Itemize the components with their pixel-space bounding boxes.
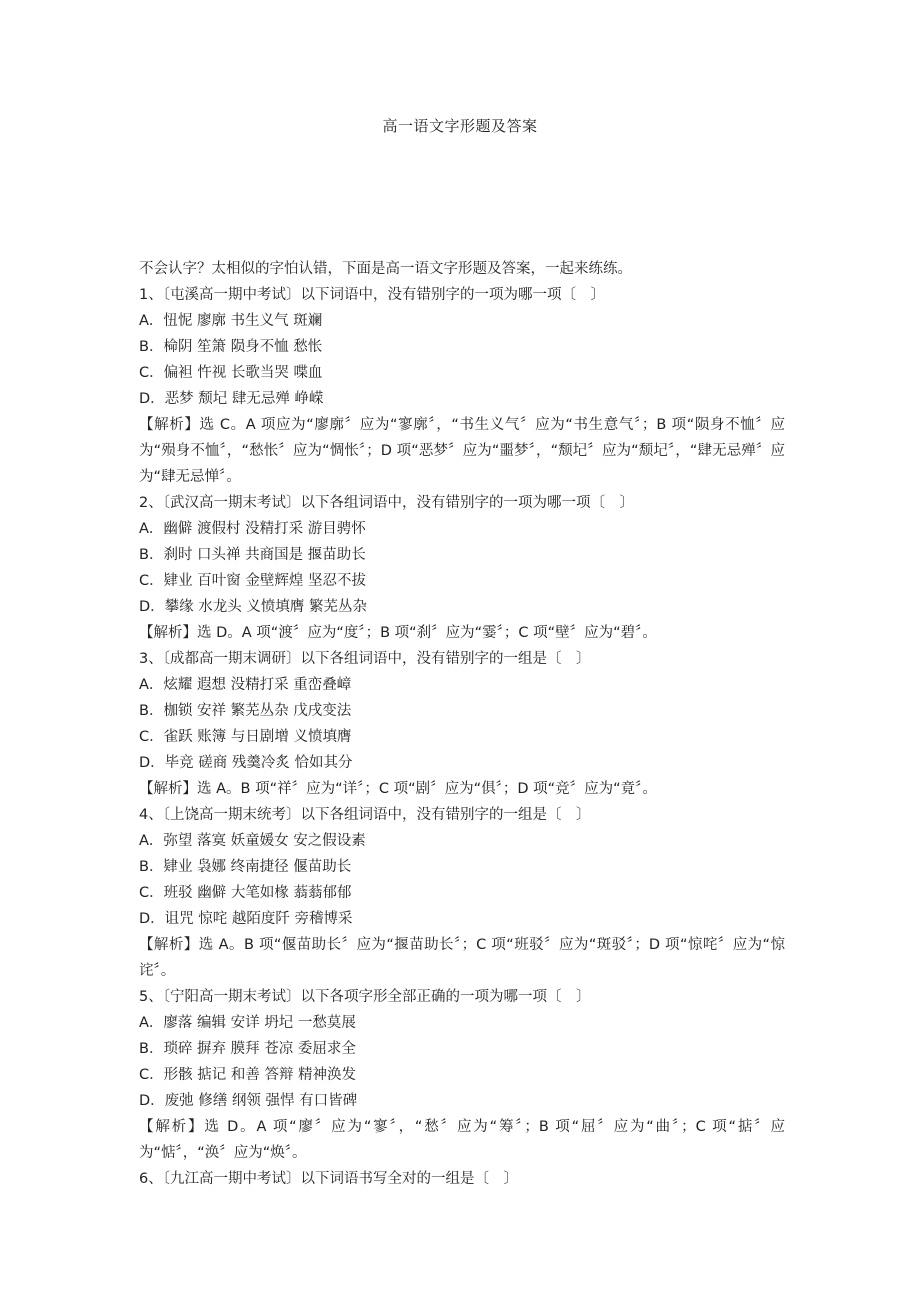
option-c: C．形骸 掂记 和善 答辩 精神涣发 [139, 1067, 357, 1083]
option-d: D．废弛 修缮 纲领 强悍 有口皆碑 [139, 1093, 358, 1109]
option-c: C．雀跃 账簿 与日剧增 义愤填膺 [139, 729, 352, 745]
answer-analysis: 【解析】选 A。B 项“偃苗助长〞应为“揠苗助长〞；C 项“班驳〞应为“斑驳〞；D 项“惊咤〞应为“惊诧〞。 [139, 937, 785, 979]
option-c: C．偏袒 忤视 长歌当哭 喋血 [139, 365, 323, 381]
question-6 [139, 1166, 785, 1192]
question-stem: 6、〔九江高一期中考试〕以下词语书写全对的一组是〔 〕 [139, 1171, 518, 1187]
question-stem: 2、〔武汉高一期末考试〕以下各组词语中，没有错别字的一项为哪一项〔 〕 [139, 495, 634, 511]
answer-analysis: 【解析】选 D。A 项“渡〞应为“度〞；B 项“刹〞应为“霎〞；C 项“壁〞应为“碧〞。 [139, 625, 657, 641]
question-4 [139, 802, 785, 984]
option-c: C．肄业 百叶窗 金壁辉煌 坚忍不拔 [139, 573, 366, 589]
answer-analysis: 【解析】选 C。A 项应为“廖廓〞应为“寥廓〞，“书生义气〞应为“书生意气〞；B 项“陨身不恤〞应为“殒身不恤〞，“愁怅〞应为“惆怅〞；D 项“恶梦〞应为“噩梦〞，“颓圮〞应为“颓圮〞，“肆无忌殚〞应为“肆无忌惮〞。 [139, 417, 785, 485]
question-1 [139, 282, 785, 490]
option-a: A．廖落 编辑 安详 坍圮 一愁莫展 [139, 1015, 356, 1031]
page-title: 高一语文字形题及答案 [382, 117, 538, 135]
document-body [139, 256, 785, 1192]
option-a: A．炫耀 遐想 没精打采 重峦叠嶂 [139, 677, 352, 693]
question-stem: 3、〔成都高一期末调研〕以下各组词语中，没有错别字的一组是〔 〕 [139, 651, 591, 667]
option-d: D．攀缘 水龙头 义愤填膺 繁芜丛杂 [139, 599, 367, 615]
option-d: D．恶梦 颓圮 肆无忌殚 峥嵘 [139, 391, 324, 407]
option-a: A．幽僻 渡假村 没精打采 游目骋怀 [139, 521, 366, 537]
option-a: A．忸怩 廖廓 书生义气 斑斓 [139, 313, 323, 329]
option-c: C．班驳 幽僻 大笔如椽 蓊蓊郁郁 [139, 885, 352, 901]
answer-analysis: 【解析】选 D。A 项“廖〞应为“寥〞，“愁〞应为“筹〞；B 项“屈〞应为“曲〞；C 项“掂〞应为“惦〞，“涣〞应为“焕〞。 [139, 1119, 785, 1161]
option-b: B．椧阴 笙箫 陨身不恤 愁怅 [139, 339, 323, 355]
question-stem: 5、〔宁阳高一期末考试〕以下各项字形全部正确的一项为哪一项〔 〕 [139, 989, 591, 1005]
option-b: B．枷锁 安祥 繁芜丛杂 戊戌变法 [139, 703, 352, 719]
option-d: D．毕竞 磋商 残羹冷炙 恰如其分 [139, 755, 353, 771]
question-2 [139, 490, 785, 646]
option-b: B．琐碎 摒弃 膜拜 苍凉 委屈求全 [139, 1041, 356, 1057]
question-stem: 4、〔上饶高一期末统考〕以下各组词语中，没有错别字的一组是〔 〕 [139, 807, 591, 823]
question-3 [139, 646, 785, 802]
answer-analysis: 【解析】选 A。B 项“祥〞应为“详〞；C 项“剧〞应为“俱〞；D 项“竞〞应为“竟〞。 [139, 781, 657, 797]
option-d: D．诅咒 惊咤 越陌度阡 旁稽博采 [139, 911, 353, 927]
question-5 [139, 984, 785, 1166]
option-a: A．弥望 落寞 妖童媛女 安之假设素 [139, 833, 366, 849]
option-b: B．肄业 袅娜 终南捷径 偃苗助长 [139, 859, 352, 875]
question-stem: 1、〔屯溪高一期中考试〕以下词语中，没有错别字的一项为哪一项〔 〕 [139, 287, 605, 303]
option-b: B．刹时 口头禅 共商国是 揠苗助长 [139, 547, 366, 563]
intro-paragraph: 不会认字？太相似的字怕认错，下面是高一语文字形题及答案，一起来练练。 [139, 261, 632, 277]
